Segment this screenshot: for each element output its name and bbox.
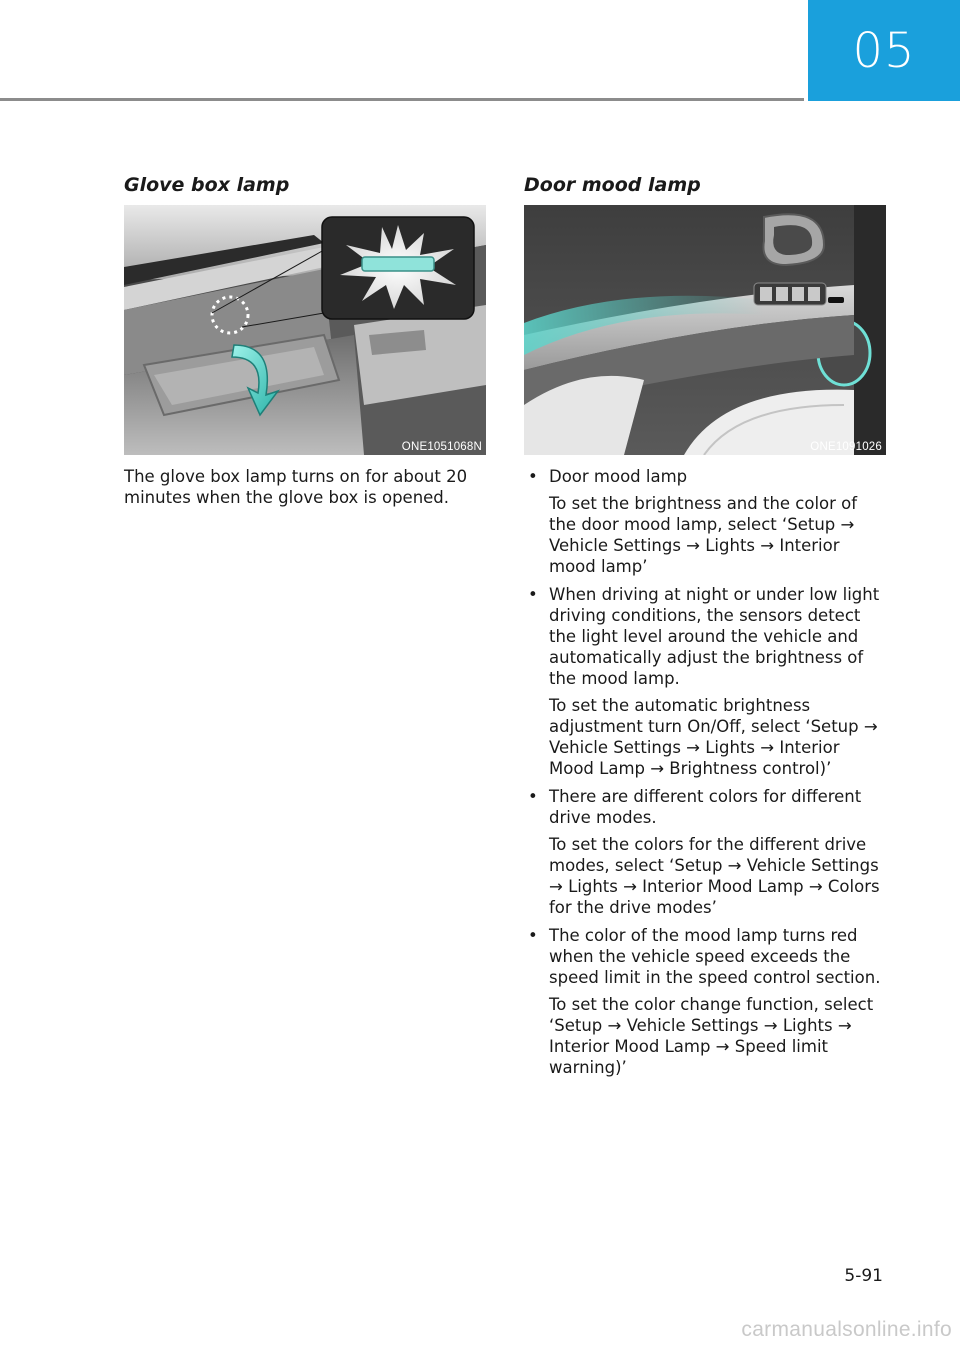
bullet-icon: •: [528, 926, 538, 945]
chapter-number: 05: [852, 22, 916, 79]
list-item-text: When driving at night or under low light driving conditions, the sensors detect the light level around the vehicle and automatically adjust the brightness of the mood lamp.: [549, 585, 880, 688]
list-item: [524, 466, 886, 577]
list-item: [524, 786, 886, 918]
glove-box-lamp-figure: [124, 205, 486, 455]
door-mood-lamp-title: Door mood lamp: [524, 174, 701, 196]
door-mood-lamp-figure: [524, 205, 886, 455]
list-item-note: To set the brightness and the color of the door mood lamp, select ‘Setup → Vehicle Settings → Lights → Interior mood lamp’: [549, 494, 858, 576]
watermark: carmanualsonline.info: [741, 1318, 952, 1341]
list-item-note: To set the automatic brightness adjustment turn On/Off, select ‘Setup → Vehicle Settings → Lights → Interior Mood Lamp → Brightness control)’: [549, 696, 878, 778]
figure-code: ONE1091026: [810, 441, 882, 453]
bullet-icon: •: [528, 787, 538, 806]
glove-box-lamp-title: Glove box lamp: [124, 174, 290, 196]
list-item-text: There are different colors for different drive modes.: [549, 787, 862, 827]
list-item-text: The color of the mood lamp turns red when the vehicle speed exceeds the speed limit in the speed control section.: [549, 926, 881, 987]
bullet-icon: •: [528, 585, 538, 604]
door-mood-lamp-illustration: [524, 205, 886, 455]
glove-box-lamp-description: The glove box lamp turns on for about 20 minutes when the glove box is opened.: [124, 467, 468, 507]
door-mood-lamp-list: [524, 466, 886, 1085]
list-item: [524, 584, 886, 779]
figure-code: ONE1051068N: [401, 441, 482, 453]
list-item-text: Door mood lamp: [549, 467, 688, 486]
page-number: 5-91: [844, 1266, 883, 1286]
glove-box-illustration: [124, 205, 486, 455]
list-item: [524, 925, 886, 1078]
list-item-note: To set the colors for the different drive modes, select ‘Setup → Vehicle Settings → Lights → Interior Mood Lamp → Colors for the drive modes’: [549, 835, 880, 917]
header-rule: [0, 98, 804, 101]
list-item-note: To set the color change function, select ‘Setup → Vehicle Settings → Lights → Interior Mood Lamp → Speed limit warning)’: [549, 995, 874, 1077]
chapter-tab: [808, 0, 960, 101]
bullet-icon: •: [528, 467, 538, 486]
